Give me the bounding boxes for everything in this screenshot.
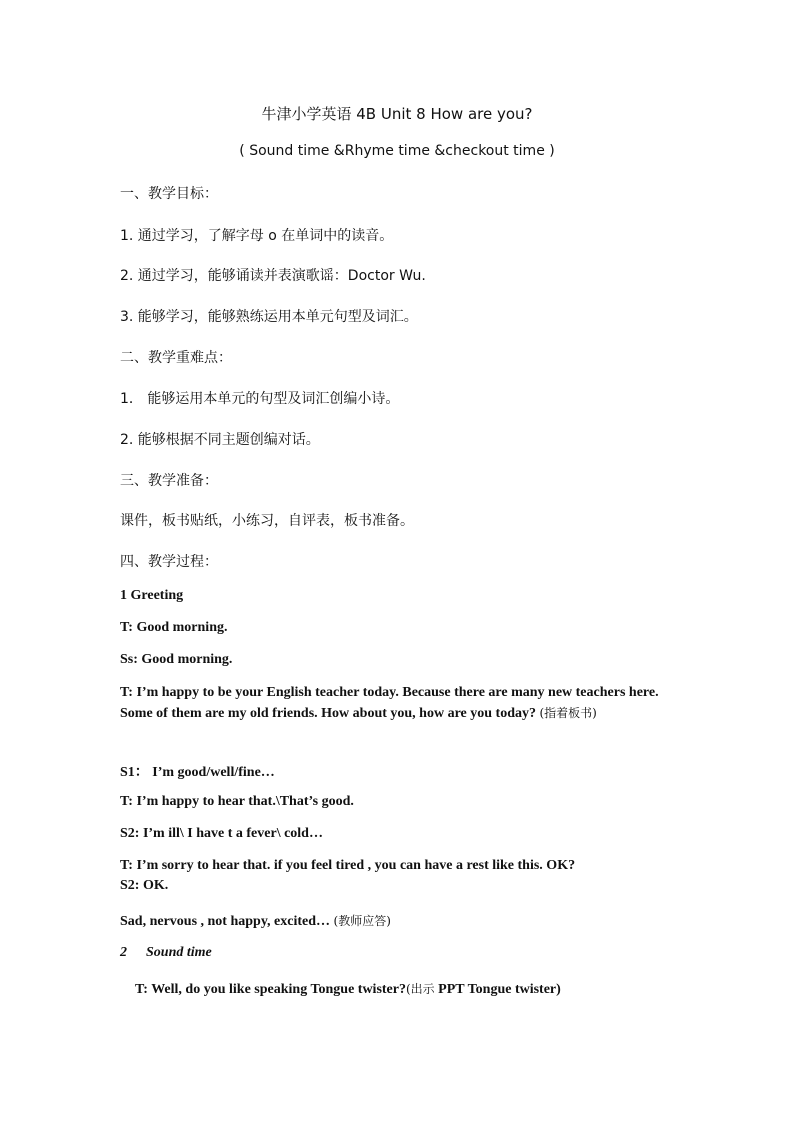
dialogue-line: S1： I’m good/well/fine… — [120, 765, 275, 780]
document-title: 牛津小学英语 4B Unit 8 How are you? — [261, 105, 533, 123]
emotion-text: Sad, nervous , not happy, excited… — [120, 914, 331, 929]
prep-text: 课件，板书贴纸，小练习，自评表，板书准备。 — [120, 513, 414, 529]
section-title: Sound time — [146, 945, 212, 960]
sound-time-heading — [120, 945, 212, 961]
goals-heading: 一、教学目标： — [120, 186, 218, 202]
section-number: 2 — [120, 945, 127, 960]
dialogue-line: T: I’m happy to hear that.\That’s good. — [120, 794, 354, 809]
document-subtitle: ( Sound time &Rhyme time &checkout time ) — [239, 143, 555, 159]
dialogue-line: T: Good morning. — [120, 620, 228, 635]
goal-item-1: 1. 通过学习，了解字母 o 在单词中的读音。 — [120, 228, 394, 244]
dialogue-line: S2: I’m ill\ I have t a fever\ cold… — [120, 826, 323, 841]
teacher-note: (出示 — [405, 982, 435, 996]
dialogue-text: T: I’m happy to be your English teacher today. Because there are many new teachers here. Some of them are my old friends. How about you, how are you today? — [120, 685, 659, 721]
dialogue-line: Ss: Good morning. — [120, 652, 233, 667]
goal-item-3: 3. 能够学习，能够熟练运用本单元句型及词汇。 — [120, 309, 418, 325]
keypoint-item-2: 2. 能够根据不同主题创编对话。 — [120, 432, 320, 448]
prep-heading: 三、教学准备： — [120, 473, 218, 489]
goal-item-2: 2. 通过学习，能够诵读并表演歌谣：Doctor Wu. — [120, 268, 426, 284]
dialogue-line: T: I’m sorry to hear that. if you feel tired , you can have a rest like this. OK? — [120, 858, 576, 873]
process-heading: 四、教学过程： — [120, 554, 218, 570]
teacher-note: (教师应答) — [333, 914, 391, 928]
keypoint-item-1: 1． 能够运用本单元的句型及词汇创编小诗。 — [120, 391, 400, 407]
dialogue-text-tail: PPT Tongue twister) — [438, 982, 561, 997]
dialogue-line — [135, 980, 561, 998]
greeting-heading: 1 Greeting — [120, 588, 184, 603]
teacher-note: (指着板书) — [539, 706, 597, 720]
emotion-line — [120, 912, 391, 930]
dialogue-paragraph — [120, 683, 660, 724]
dialogue-line: S2: OK. — [120, 878, 169, 893]
keypoints-heading: 二、教学重难点： — [120, 350, 232, 366]
dialogue-text: T: Well, do you like speaking Tongue twister? — [135, 982, 406, 997]
